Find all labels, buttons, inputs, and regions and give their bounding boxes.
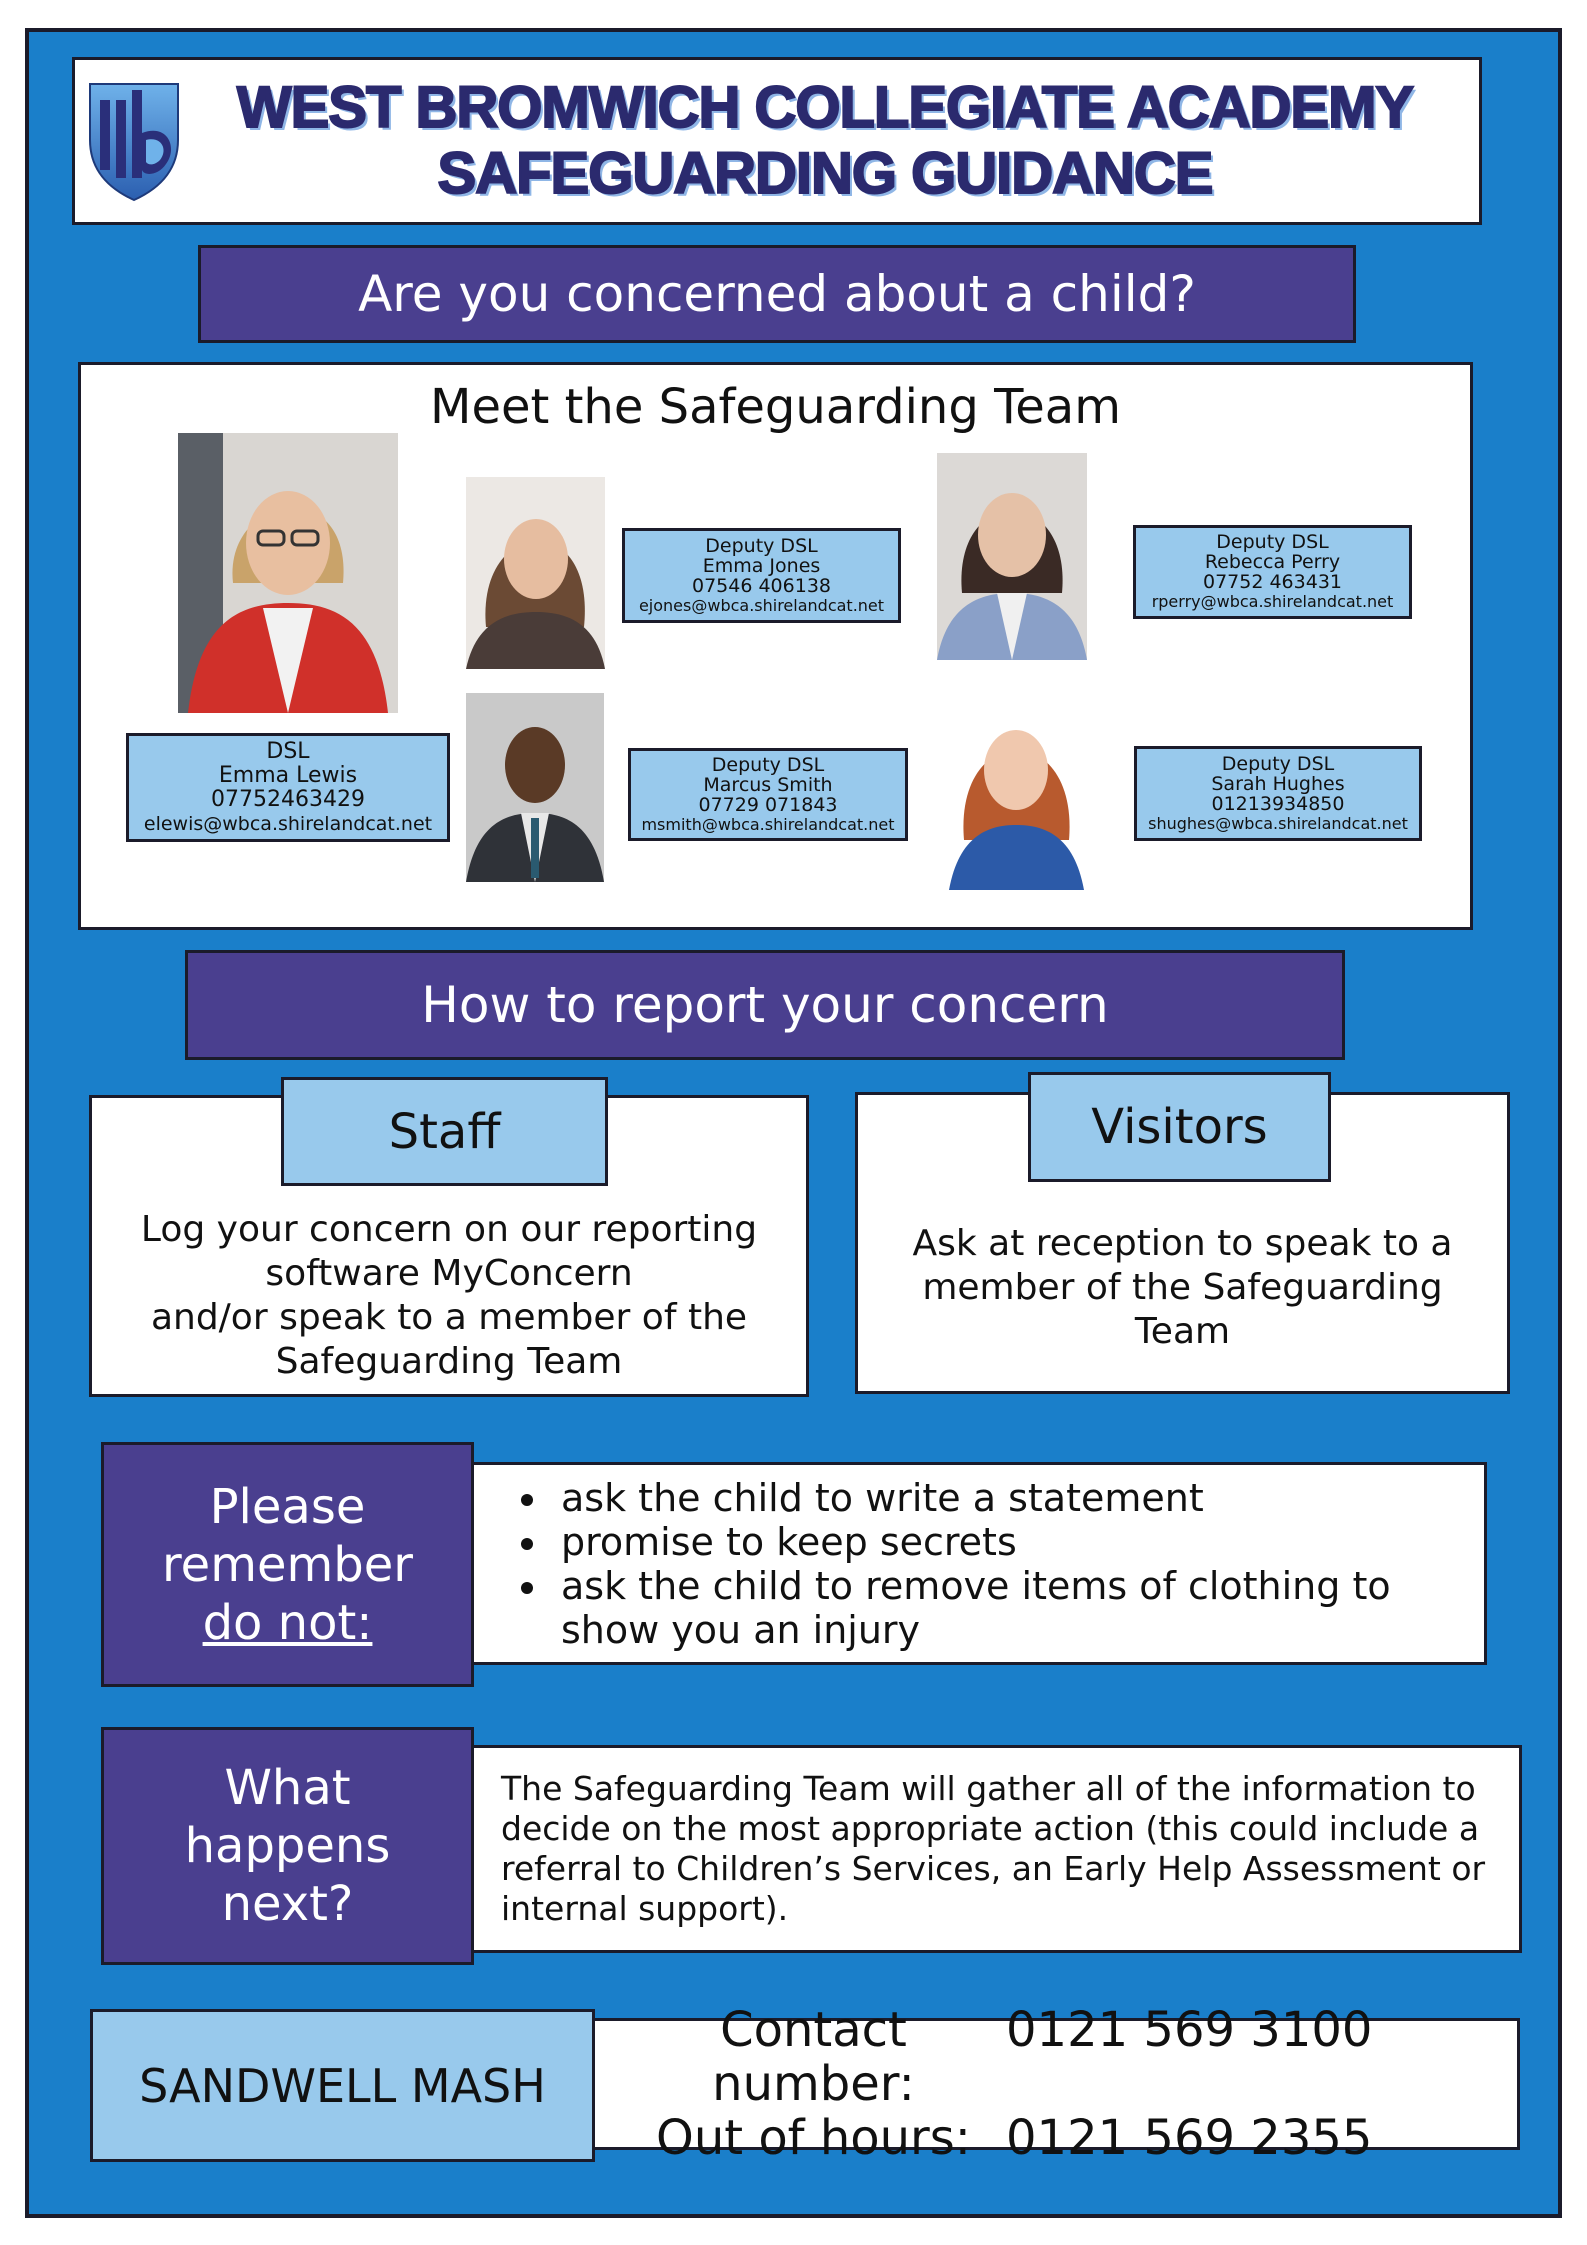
do-not-list-box <box>460 1462 1487 1665</box>
card-role: Deputy DSL <box>1221 752 1335 775</box>
photo-emma-lewis <box>178 433 398 713</box>
card-phone: 07729 071843 <box>698 793 838 816</box>
sandwell-mash-label <box>90 2009 595 2162</box>
next-text-box <box>470 1745 1522 1953</box>
contact-label: Contact number: <box>712 2002 915 2112</box>
photo-sarah-hughes <box>944 690 1089 890</box>
card-phone: 07546 406138 <box>691 574 831 597</box>
remember-line-3: do not: <box>202 1594 373 1651</box>
remember-line-1: Please <box>209 1478 366 1535</box>
card-email[interactable]: shughes@wbca.shirelandcat.net <box>1148 813 1408 833</box>
do-not-list <box>523 1476 1484 1652</box>
staff-line-4: Safeguarding Team <box>275 1341 623 1382</box>
photo-marcus-smith <box>466 693 604 882</box>
card-email[interactable]: msmith@wbca.shirelandcat.net <box>641 814 895 834</box>
concern-banner <box>198 245 1356 343</box>
card-marcus-smith <box>628 748 908 841</box>
mash-contact-box <box>590 2002 1520 2166</box>
visitors-line-2: member of the Safeguarding <box>922 1267 1443 1308</box>
card-phone: 07752463429 <box>211 786 365 812</box>
title-line-1: WEST BROMWICH COLLEGIATE ACADEMY <box>236 75 1414 140</box>
card-emma-jones <box>622 528 901 623</box>
next-line-3: next? <box>221 1876 354 1932</box>
card-name: Emma Jones <box>702 554 821 577</box>
out-of-hours-number[interactable]: 0121 569 2355 <box>1006 2110 1373 2166</box>
photo-emma-jones <box>466 477 605 669</box>
card-phone: 01213934850 <box>1211 792 1345 815</box>
contact-number[interactable]: 0121 569 3100 <box>1006 2002 1373 2058</box>
card-rebecca-perry <box>1133 525 1412 619</box>
visitors-tab <box>1028 1072 1331 1182</box>
staff-line-3: and/or speak to a member of the <box>150 1297 748 1338</box>
visitors-tab-label: Visitors <box>1091 1099 1268 1155</box>
visitors-line-1: Ask at reception to speak to a <box>912 1223 1453 1264</box>
mash-label-text: SANDWELL MASH <box>139 2058 546 2113</box>
report-banner <box>185 950 1345 1060</box>
do-not-item: • ask the child to remove items of clothing to show you an injury <box>551 1564 1484 1652</box>
concern-banner-text: Are you concerned about a child? <box>358 265 1196 323</box>
card-email[interactable]: ejones@wbca.shirelandcat.net <box>638 595 885 615</box>
card-name: Marcus Smith <box>703 773 833 796</box>
card-name: Sarah Hughes <box>1211 772 1345 795</box>
do-not-item: • ask the child to write a statement <box>551 1476 1484 1520</box>
next-line-2: happens <box>184 1818 391 1874</box>
next-line-1: What <box>224 1760 351 1816</box>
card-email[interactable]: rperry@wbca.shirelandcat.net <box>1151 592 1394 611</box>
out-of-hours-row <box>621 2111 1372 2165</box>
card-phone: 07752 463431 <box>1202 571 1342 593</box>
contact-row <box>621 2003 1372 2111</box>
header-title <box>190 66 1460 216</box>
card-name: Rebecca Perry <box>1204 551 1341 573</box>
visitors-line-3: Team <box>1134 1311 1231 1352</box>
title-line-2: SAFEGUARDING GUIDANCE <box>437 141 1213 206</box>
staff-tab <box>281 1077 608 1186</box>
card-role: Deputy DSL <box>711 753 825 776</box>
do-not-item: • promise to keep secrets <box>551 1520 1484 1564</box>
staff-line-1: Log your concern on our reporting <box>140 1209 758 1250</box>
photo-rebecca-perry <box>937 453 1087 660</box>
card-role: DSL <box>266 738 310 764</box>
card-role: Deputy DSL <box>705 534 818 557</box>
what-happens-next-label <box>101 1727 474 1965</box>
staff-line-2: software MyConcern <box>265 1253 633 1294</box>
school-shield-logo <box>86 78 182 203</box>
team-title: Meet the Safeguarding Team <box>430 379 1121 435</box>
card-email[interactable]: elewis@wbca.shirelandcat.net <box>143 812 433 835</box>
card-role: Deputy DSL <box>1216 531 1329 553</box>
report-banner-text: How to report your concern <box>421 976 1109 1034</box>
card-name: Emma Lewis <box>218 762 358 788</box>
remember-line-2: remember <box>162 1536 413 1593</box>
card-emma-lewis <box>126 733 450 842</box>
staff-tab-label: Staff <box>388 1103 501 1160</box>
next-text: The Safeguarding Team will gather all of the information to decide on the most appropriate action (this could include a referral to Children’s Services, an Early Help Assessment or internal support). <box>501 1769 1486 1928</box>
card-sarah-hughes <box>1134 746 1422 841</box>
out-of-hours-label: Out of hours: <box>656 2110 971 2166</box>
please-remember-label <box>101 1442 474 1687</box>
